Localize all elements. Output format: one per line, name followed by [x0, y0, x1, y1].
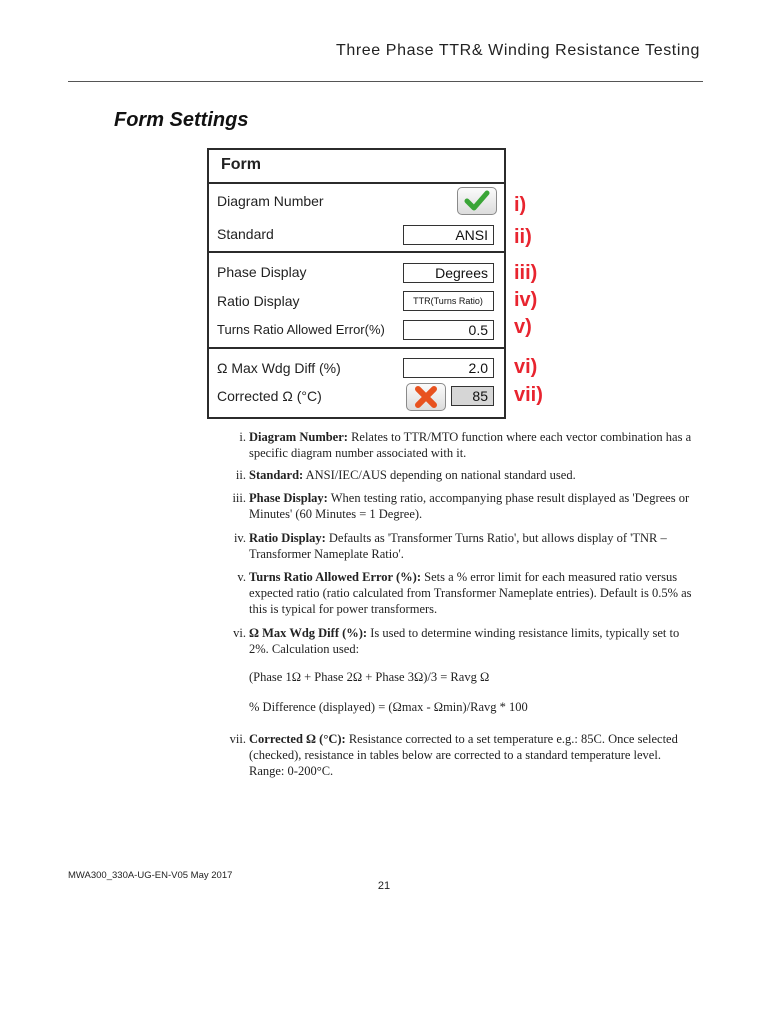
item-number: i.	[239, 430, 246, 444]
max-wdg-diff-field[interactable]: 2.0	[403, 358, 494, 378]
marker-v: v)	[514, 316, 532, 338]
item-number: vi.	[233, 626, 246, 640]
header-rule	[68, 81, 703, 82]
item-number: vii.	[229, 732, 246, 746]
item-text: Resistance corrected to a set temperature e.g.: 85C. Once selected (checked), resistance in tables below are corrected to a standard temperature level. Range: 0-200°C.	[249, 732, 678, 778]
item-text: Sets a % error limit for each measured ratio versus expected ratio (ratio calculated from Transformer Nameplate entries). Default is 0.5% as this is typical for power transformers.	[249, 570, 692, 616]
item-term: Phase Display:	[249, 491, 328, 505]
ratio-display-label: Ratio Display	[217, 293, 300, 309]
phase-display-label: Phase Display	[217, 264, 307, 280]
item-text: When testing ratio, accompanying phase result displayed as 'Degrees or Minutes' (60 Minutes = 1 Degree).	[249, 491, 690, 521]
panel-divider	[209, 182, 504, 184]
page-header-title: Three Phase TTR& Winding Resistance Testing	[335, 42, 700, 59]
marker-iii: iii)	[514, 262, 538, 284]
diagram-number-label: Diagram Number	[217, 193, 324, 209]
marker-i: i)	[514, 194, 527, 216]
turns-ratio-error-field[interactable]: 0.5	[403, 320, 494, 340]
item-text: ANSI/IEC/AUS depending on national standard used.	[303, 468, 576, 482]
item-term: Turns Ratio Allowed Error (%):	[249, 570, 421, 584]
turns-ratio-error-label: Turns Ratio Allowed Error(%)	[217, 322, 385, 337]
item-term: Diagram Number:	[249, 430, 348, 444]
item-term: Ω Max Wdg Diff (%):	[249, 626, 368, 640]
item-term: Corrected Ω (°C):	[249, 732, 346, 746]
item-text: Relates to TTR/MTO function where each vector combination has a specific diagram number associated with it.	[249, 430, 692, 460]
max-wdg-diff-label: Ω Max Wdg Diff (%)	[217, 360, 341, 376]
marker-vi: vi)	[514, 356, 538, 378]
item-text: Defaults as 'Transformer Turns Ratio', but allows display of 'TNR – Transformer Nameplate Ratio'.	[249, 531, 667, 561]
item-term: Ratio Display:	[249, 531, 326, 545]
marker-iv: iv)	[514, 289, 538, 311]
phase-display-field[interactable]: Degrees	[403, 263, 494, 283]
marker-ii: ii)	[514, 226, 532, 248]
panel-divider	[209, 347, 504, 349]
item-text: Is used to determine winding resistance limits, typically set to 2%. Calculation used:	[249, 626, 680, 656]
item-number: iii.	[232, 491, 246, 505]
item-number: iv.	[233, 531, 246, 545]
standard-label: Standard	[217, 226, 274, 242]
marker-vii: vii)	[514, 384, 543, 406]
item-term: Standard:	[249, 468, 304, 482]
checkmark-icon	[458, 188, 496, 214]
corrected-label: Corrected Ω (°C)	[217, 388, 322, 404]
form-panel	[207, 148, 506, 419]
formula-difference: % Difference (displayed) = (Ωmax - Ωmin)/Ravg * 100	[249, 700, 528, 714]
cross-icon	[407, 384, 445, 410]
item-number: ii.	[235, 468, 246, 482]
standard-field[interactable]: ANSI	[403, 225, 494, 245]
item-number: v.	[237, 570, 246, 584]
formula-ravg: (Phase 1Ω + Phase 2Ω + Phase 3Ω)/3 = Ravg Ω	[249, 670, 490, 684]
page-number: 21	[377, 880, 391, 892]
ratio-display-field[interactable]: TTR(Turns Ratio)	[403, 291, 494, 311]
footer-doc-id: MWA300_330A-UG-EN-V05 May 2017	[68, 870, 233, 881]
corrected-temperature-field[interactable]: 85	[451, 386, 494, 406]
diagram-number-checkbox[interactable]	[457, 187, 497, 215]
panel-divider	[209, 251, 504, 253]
corrected-checkbox[interactable]	[406, 383, 446, 411]
section-title: Form Settings	[114, 109, 249, 131]
form-title: Form	[221, 156, 261, 173]
